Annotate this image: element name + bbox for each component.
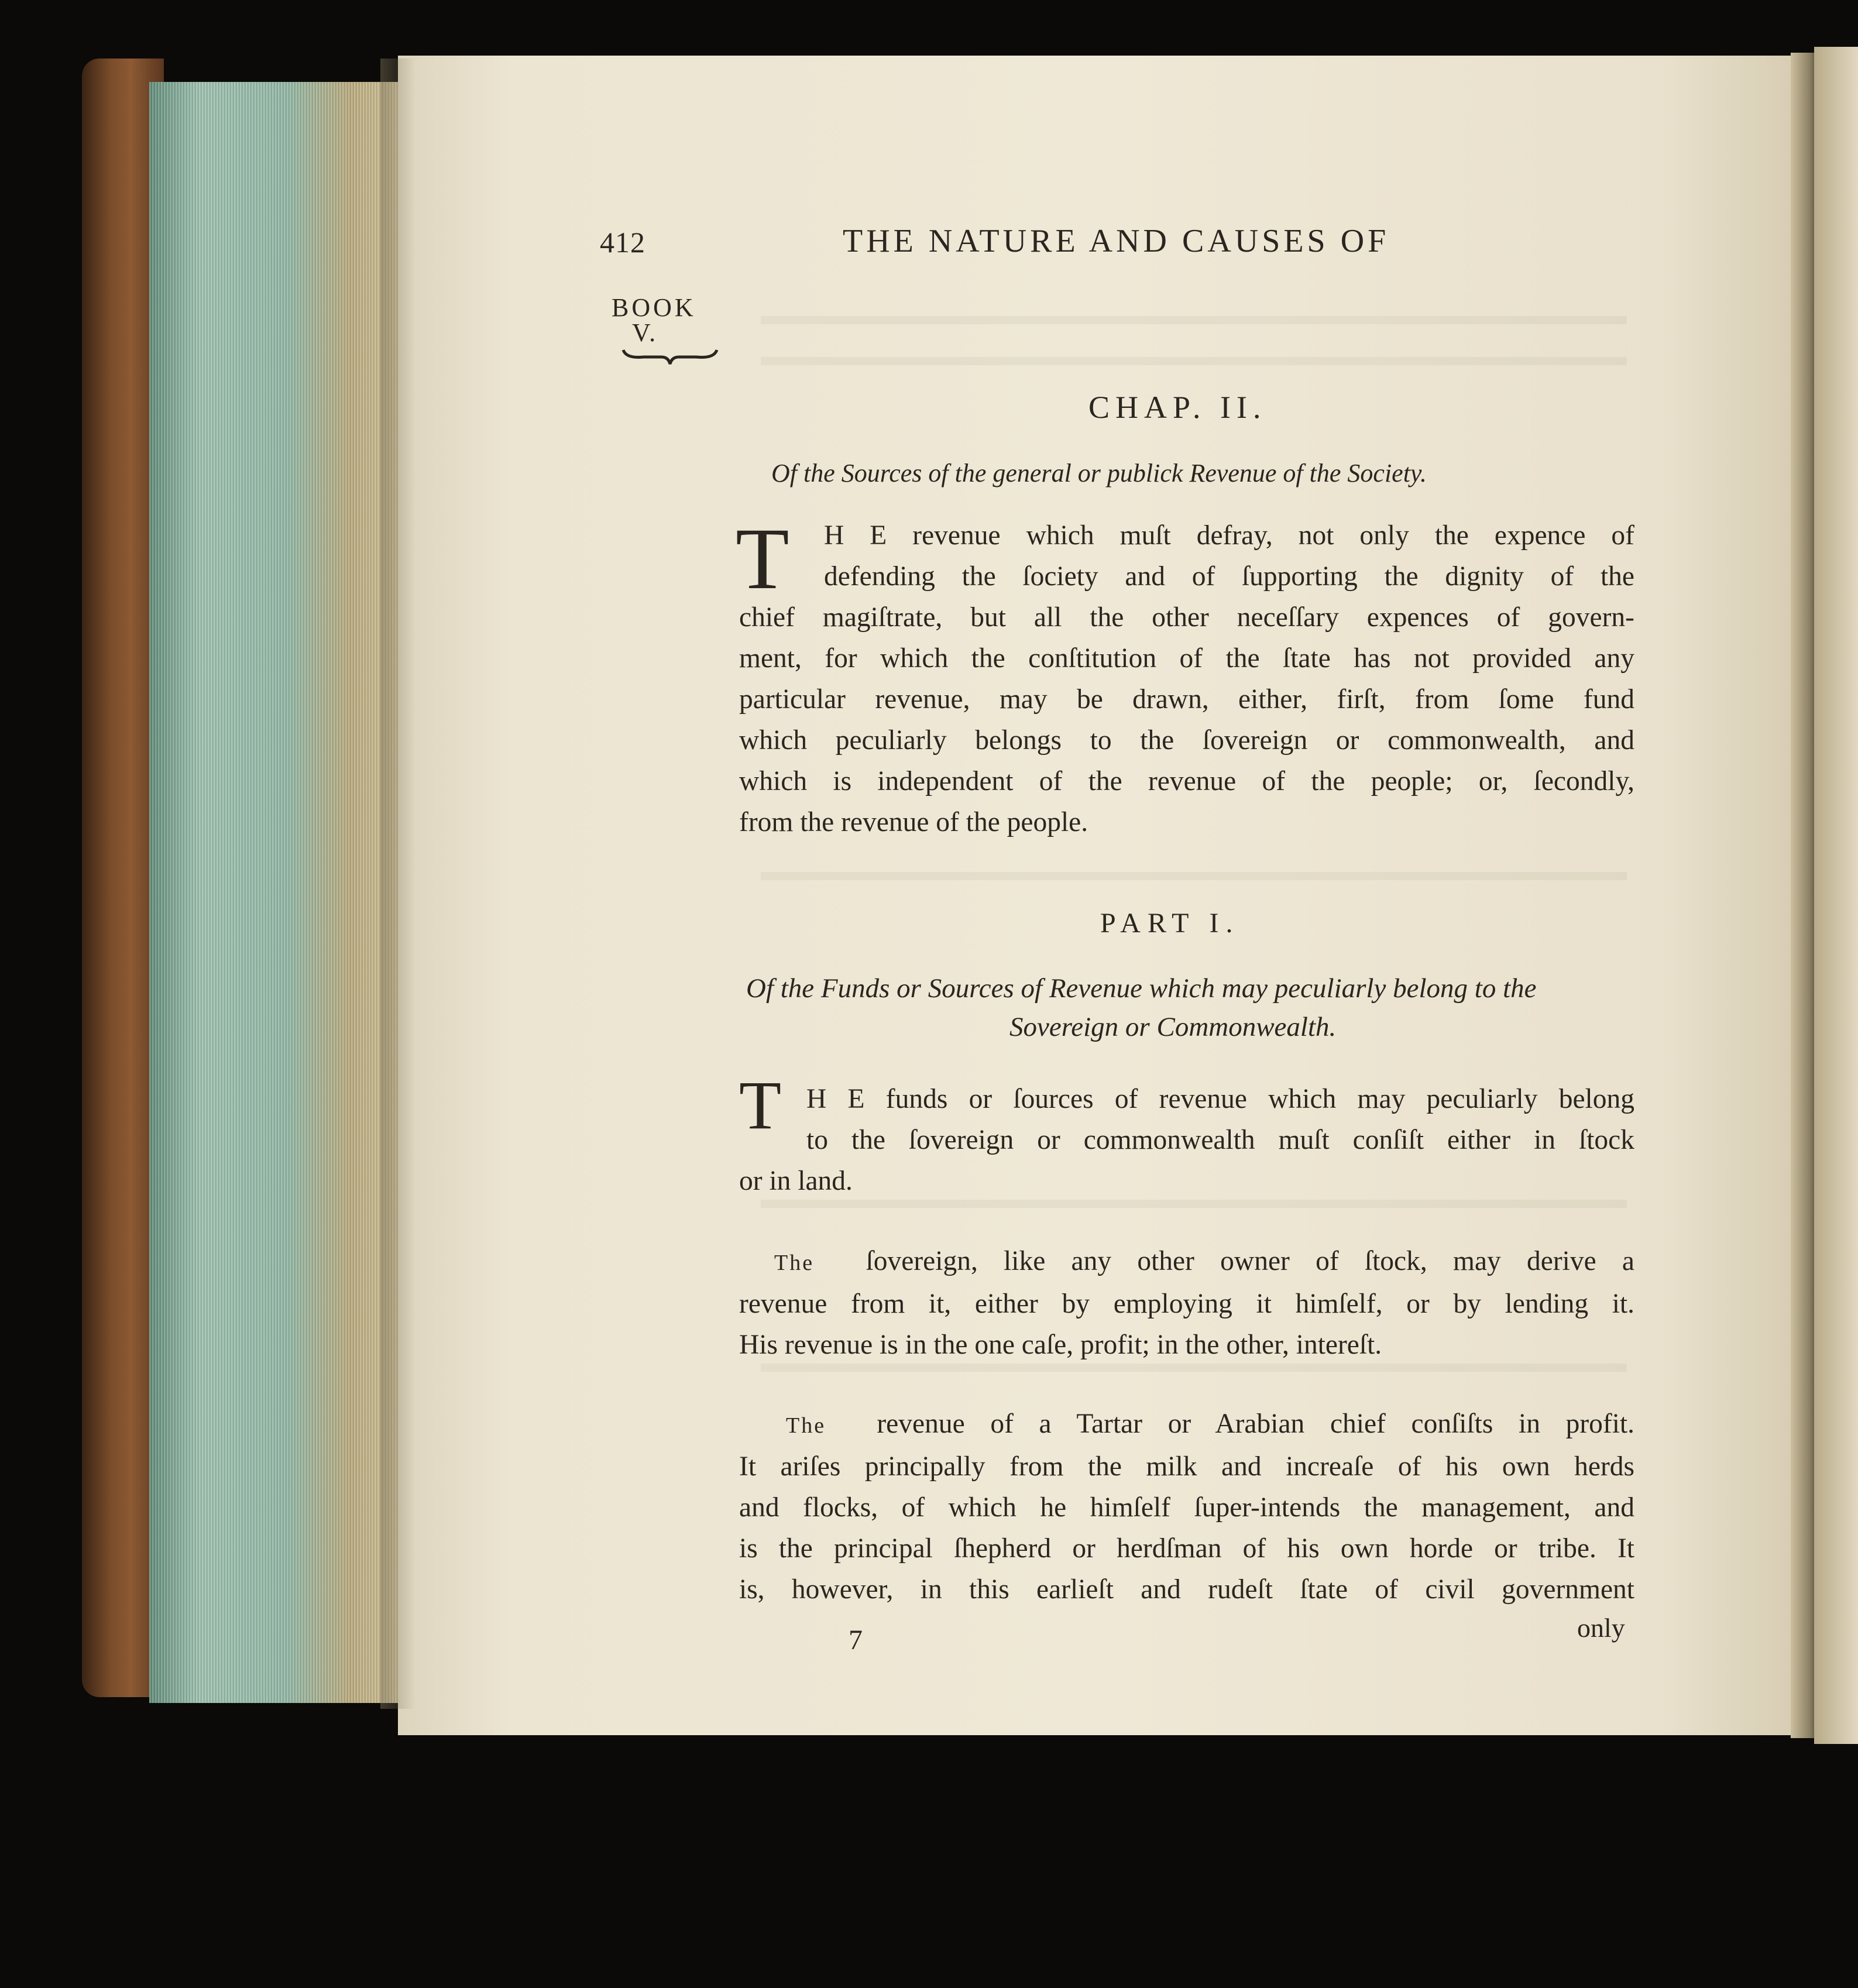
text-line xyxy=(739,1403,1634,1446)
text-line: which is independent of the revenue of the people; or, ſecondly, xyxy=(739,766,1634,796)
text-line: and flocks, of which he himſelf ſuper-intends the management, and xyxy=(739,1492,1634,1523)
chapter-subtitle: Of the Sources of the general or publick Revenue of the Society. xyxy=(771,459,1427,487)
facing-page xyxy=(1814,47,1858,1744)
curly-brace-ornament xyxy=(620,344,720,368)
text-line: is the principal ſhepherd or herdſman of his own horde or tribe. It xyxy=(739,1533,1634,1564)
text-line: from the revenue of the people. xyxy=(739,807,1088,837)
page-number: 412 xyxy=(600,226,645,259)
text-line: H E funds or ſources of revenue which may peculiarly belong xyxy=(806,1084,1634,1114)
small-caps-lead: The xyxy=(774,1251,815,1275)
text-line: ment, for which the conſtitution of the ſtate has not provided any xyxy=(739,643,1634,674)
text-line: to the ſovereign or commonwealth muſt conſiſt either in ſtock xyxy=(806,1125,1634,1155)
text-line: particular revenue, may be drawn, either, firſt, from ſome fund xyxy=(739,684,1634,715)
drop-cap: T xyxy=(736,510,789,607)
part-subtitle: Sovereign or Commonwealth. xyxy=(1009,1012,1337,1042)
text-line: is, however, in this earlieſt and rudeſt ſtate of civil government xyxy=(739,1574,1634,1605)
text-line: H E revenue which muſt defray, not only the expence of xyxy=(824,520,1634,551)
paragraph-2 xyxy=(739,1079,1634,1201)
page-edge-shadow xyxy=(380,59,415,1709)
text-line-content: revenue of a Tartar or Arabian chief conſiſts in profit. xyxy=(877,1409,1634,1439)
text-line xyxy=(739,1241,1634,1283)
text-line: which peculiarly belongs to the ſovereign or commonwealth, and xyxy=(739,725,1634,756)
signature-mark: 7 xyxy=(849,1625,863,1656)
text-line: revenue from it, either by employing it himſelf, or by lending it. xyxy=(739,1289,1634,1319)
bleed-through xyxy=(761,316,1627,324)
text-line: or in land. xyxy=(739,1166,853,1196)
small-caps-lead: The xyxy=(786,1413,826,1438)
running-head: THE NATURE AND CAUSES OF xyxy=(843,223,1390,259)
part-subtitle: Of the Funds or Sources of Revenue which may peculiarly belong to the xyxy=(746,973,1537,1004)
bleed-through xyxy=(761,357,1627,365)
paragraph-3 xyxy=(739,1241,1634,1365)
part-title: PART I. xyxy=(1100,908,1240,939)
text-line: It ariſes principally from the milk and increaſe of his own herds xyxy=(739,1451,1634,1482)
text-line: His revenue is in the one caſe, profit; in the other, intereſt. xyxy=(739,1330,1382,1360)
book-number: V. xyxy=(632,318,658,347)
catchword: only xyxy=(1577,1613,1625,1643)
text-line: defending the ſociety and of ſupporting the dignity of the xyxy=(824,561,1634,592)
text-line: chief magiſtrate, but all the other neceſſary expences of govern- xyxy=(739,602,1634,633)
bleed-through xyxy=(761,872,1627,880)
book-label: BOOK xyxy=(612,293,696,322)
text-line-content: ſovereign, like any other owner of ſtock, may derive a xyxy=(866,1246,1635,1276)
chapter-title: CHAP. II. xyxy=(1088,390,1267,425)
page-edges xyxy=(149,82,401,1703)
paragraph-1 xyxy=(739,515,1634,843)
paragraph-4 xyxy=(739,1403,1634,1610)
drop-cap: T xyxy=(739,1067,782,1144)
